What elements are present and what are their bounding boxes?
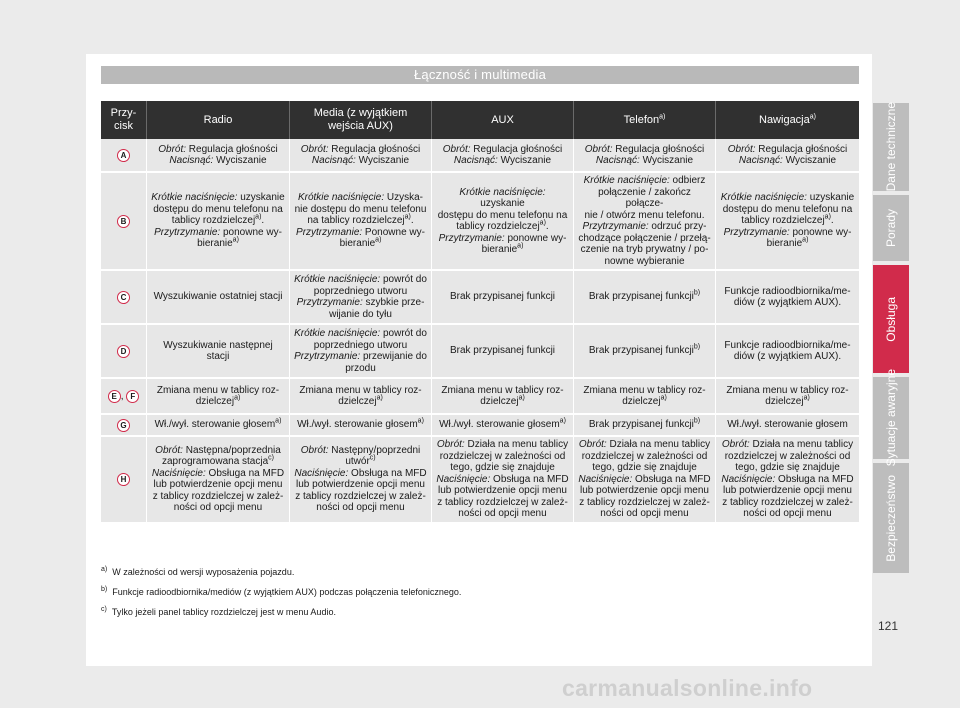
- label-emphasis: Naciśnięcie:: [294, 467, 349, 479]
- table-row: [101, 173, 859, 271]
- cell-text: dzielczej: [765, 396, 804, 407]
- cell-text: lub potwierdzenie opcji menu: [438, 485, 567, 496]
- table-cell: [290, 325, 432, 379]
- button-cell: [101, 379, 147, 415]
- table-cell: [147, 415, 290, 437]
- cell-text: bieranie: [766, 238, 803, 250]
- table-cell: [147, 139, 290, 173]
- cell-text: dostępu do menu telefonu na: [437, 209, 568, 221]
- table-row: [101, 379, 859, 415]
- table-cell: [716, 437, 859, 524]
- footnote-ref: b): [693, 289, 701, 297]
- column-header: [432, 101, 574, 139]
- table-cell: [147, 173, 290, 271]
- table-cell: [147, 325, 290, 379]
- table-header-row: [101, 101, 859, 139]
- table-cell: [290, 139, 432, 173]
- cell-text: tablicy rozdzielczej: [171, 215, 256, 227]
- label-emphasis: Przytrzymanie:: [723, 226, 790, 238]
- cell-text: na tablicy rozdzielczej: [307, 215, 405, 227]
- footnote-ref: a): [824, 213, 831, 221]
- label-emphasis: Obrót:: [300, 444, 329, 456]
- cell-text: tablicy rozdzielczej: [741, 215, 825, 227]
- cell-text: rozdzielczej w zależności od: [439, 450, 566, 462]
- table-cell: [716, 379, 859, 415]
- column-header: [716, 101, 859, 139]
- footnote-ref: b): [693, 417, 701, 425]
- cell-text: Zmiana menu w tablicy roz-: [583, 384, 706, 396]
- table-row: [101, 139, 859, 173]
- side-tab[interactable]: [873, 195, 909, 261]
- cell-text: nowne wybieranie: [604, 255, 685, 267]
- cell-text: tablicy rozdzielczej: [456, 221, 540, 232]
- footnote-ref: c): [369, 454, 376, 462]
- label-emphasis: Naciśnięcie:: [578, 473, 633, 485]
- table-row: [101, 415, 859, 437]
- table-cell: [432, 173, 574, 271]
- button-badge: E: [108, 390, 121, 403]
- table-cell: [290, 379, 432, 415]
- cell-text: nie / otwórz menu telefonu.: [584, 209, 705, 221]
- cell-text: Brak przypisanej funkcji: [449, 291, 556, 303]
- table-cell: [432, 271, 574, 325]
- table-cell: [432, 415, 574, 437]
- cell-text: powrót do: [380, 328, 427, 339]
- footnote-ref: a): [417, 417, 424, 425]
- table-cell: [147, 379, 290, 415]
- cell-text: Regulacja głośności: [186, 143, 278, 155]
- cell-text: .: [545, 221, 549, 232]
- button-cell: [101, 325, 147, 379]
- table-cell: [432, 139, 574, 173]
- cell-text: utwór: [345, 456, 370, 468]
- side-tab-label: Bezpieczeństwo: [884, 474, 898, 562]
- cell-text: Wyciszanie: [782, 155, 837, 166]
- table-cell: [716, 139, 859, 173]
- footnote-mark: a): [101, 566, 108, 573]
- cell-text: Wyciszanie: [639, 155, 694, 166]
- cell-text: Regulacja głośności: [470, 143, 563, 155]
- cell-text: powrót do: [380, 274, 427, 285]
- cell-text: Działa na menu tablicy: [606, 439, 711, 450]
- label-emphasis: Obrót:: [300, 143, 329, 155]
- cell-text: diów (z wyjątkiem AUX).: [733, 297, 842, 308]
- column-header-label: Przy-: [110, 107, 137, 119]
- controls-table: [101, 101, 859, 524]
- footnote-ref: a): [559, 417, 566, 425]
- cell-text: rozdzielczej w zależności od: [581, 450, 708, 462]
- table-cell: [432, 379, 574, 415]
- cell-text: z tablicy rozdzielczej w zależ-: [722, 496, 853, 508]
- cell-text: bieranie: [481, 244, 518, 255]
- cell-text: ności od opcji menu: [458, 508, 547, 519]
- cell-text: lub potwierdzenie opcji menu: [723, 485, 852, 496]
- footnote-ref: a): [234, 394, 241, 402]
- label-emphasis: Przytrzymanie:: [296, 226, 363, 238]
- column-header: [290, 101, 432, 139]
- label-emphasis: Krótkie naciśnięcie:: [151, 192, 238, 204]
- label-emphasis: Przytrzymanie:: [296, 297, 363, 308]
- side-tab[interactable]: [873, 265, 909, 373]
- column-header-label: Radio: [203, 113, 233, 126]
- footnote-ref: a): [255, 213, 262, 221]
- cell-text: Wł./wył. sterowanie głosem: [297, 419, 418, 431]
- column-header: [574, 101, 716, 139]
- cell-text: Następna/poprzednia: [182, 444, 281, 456]
- button-badge: D: [117, 345, 130, 358]
- label-emphasis: Obrót:: [578, 439, 607, 450]
- footnote-ref: a): [539, 219, 546, 227]
- footnotes: [101, 564, 859, 624]
- cell-text: szybkie prze-: [362, 297, 425, 308]
- cell-text: ponowne wy-: [220, 226, 282, 238]
- footnote: [101, 564, 859, 578]
- cell-text: poprzedniego utworu: [313, 285, 408, 297]
- table-cell: [574, 271, 716, 325]
- cell-text: Wyciszanie: [497, 155, 552, 166]
- cell-text: Następny/poprzedni: [328, 444, 421, 456]
- cell-text: dzielczej: [480, 396, 519, 407]
- cell-text: ponowne wy-: [504, 232, 567, 244]
- button-badge: A: [117, 149, 130, 162]
- footnote-text: Tylko jeżeli panel tablicy rozdzielczej jest w menu Audio.: [111, 607, 336, 617]
- footnote-ref: b): [693, 343, 701, 351]
- cell-text: lub potwierdzenie opcji menu: [153, 479, 283, 491]
- label-emphasis: Krótkie naciśnięcie:: [294, 274, 381, 285]
- label-emphasis: Nacisnąć:: [738, 155, 783, 166]
- cell-text: Wyszukiwanie ostatniej stacji: [153, 291, 283, 303]
- table-cell: [432, 325, 574, 379]
- label-emphasis: Przytrzymanie:: [438, 232, 505, 244]
- table-cell: [574, 415, 716, 437]
- cell-text: Wł./wył. sterowanie głosem: [154, 419, 276, 431]
- cell-text: .: [830, 215, 834, 227]
- label-emphasis: Przytrzymanie:: [582, 221, 649, 232]
- cell-text: tego, gdzie się znajduje: [592, 462, 697, 473]
- page-number: 121: [878, 619, 899, 633]
- column-header-label: cisk: [114, 120, 133, 132]
- table-cell: [716, 173, 859, 271]
- label-emphasis: Przytrzymanie:: [294, 351, 361, 362]
- cell-text: Regulacja głośności: [612, 143, 705, 155]
- column-header: [147, 101, 290, 139]
- table-row: [101, 325, 859, 379]
- cell-text: Brak przypisanej funkcji: [588, 345, 694, 357]
- column-header-label: AUX: [491, 113, 514, 126]
- cell-text: z tablicy rozdzielczej w zależ-: [437, 496, 568, 508]
- cell-text: Funkcje radioodbiornika/me-: [724, 285, 851, 297]
- footnote-ref: a): [232, 236, 239, 244]
- cell-text: dzielczej: [622, 396, 661, 407]
- cell-text: Obsługa na MFD: [775, 473, 854, 485]
- table-cell: [574, 325, 716, 379]
- cell-text: Zmiana menu w tablicy roz-: [726, 384, 849, 396]
- label-emphasis: Obrót:: [584, 143, 613, 155]
- cell-text: przewijanie do: [360, 351, 427, 362]
- footnote: [101, 584, 859, 598]
- footnote-ref: a): [803, 394, 810, 402]
- footnote-ref: a): [659, 112, 666, 120]
- column-header: [101, 101, 147, 139]
- cell-text: Brak przypisanej funkcji: [588, 419, 694, 431]
- table-cell: [290, 437, 432, 524]
- cell-text: chodzące połączenie / przełą-: [578, 232, 711, 244]
- footnote-ref: c): [268, 454, 274, 462]
- cell-text: Uzyska-: [384, 192, 424, 204]
- cell-text: Wł./wył. sterowanie głosem: [727, 419, 848, 431]
- table-cell: [147, 437, 290, 524]
- cell-text: nie dostępu do menu telefonu: [294, 203, 427, 215]
- table-row: [101, 437, 859, 524]
- cell-text: Wyciszanie: [213, 155, 267, 166]
- cell-text: ności od opcji menu: [743, 508, 832, 519]
- cell-text: diów (z wyjątkiem AUX).: [733, 351, 842, 362]
- table-cell: [574, 379, 716, 415]
- cell-text: Obsługa na MFD: [348, 467, 427, 479]
- table-cell: [574, 139, 716, 173]
- footnote-mark: b): [101, 586, 108, 593]
- cell-text: przodu: [345, 362, 376, 374]
- cell-text: odbierz: [669, 175, 706, 186]
- label-emphasis: Krótkie naciśnięcie:: [459, 186, 546, 198]
- cell-text: Obsługa na MFD: [205, 467, 285, 479]
- label-emphasis: Krótkie naciśnięcie:: [294, 328, 381, 339]
- cell-text: Ponowne wy-: [362, 226, 425, 238]
- side-tab-label: Porady: [884, 208, 898, 248]
- button-badge: C: [117, 291, 130, 304]
- cell-text: bieranie: [197, 238, 233, 250]
- table-cell: [716, 325, 859, 379]
- cell-text: Działa na menu tablicy: [464, 439, 569, 450]
- label-emphasis: Krótkie naciśnięcie:: [720, 192, 807, 204]
- cell-text: dostępu do menu telefonu na: [722, 203, 853, 215]
- label-emphasis: Nacisnąć:: [311, 155, 356, 166]
- cell-text: uzyskanie: [480, 198, 525, 209]
- side-tab-label: Dane techniczne: [884, 102, 898, 192]
- footnote-ref: a): [809, 112, 816, 120]
- cell-text: ności od opcji menu: [316, 502, 405, 514]
- cell-text: bieranie: [339, 238, 376, 250]
- cell-text: Regulacja głośności: [328, 143, 421, 155]
- label-emphasis: Naciśnięcie:: [436, 473, 491, 485]
- button-badge: B: [117, 215, 130, 228]
- watermark: carmanualsonline.info: [562, 675, 813, 701]
- label-emphasis: Przytrzymanie:: [154, 226, 221, 238]
- table-cell: [716, 415, 859, 437]
- cell-text: Brak przypisanej funkcji: [588, 291, 694, 303]
- button-cell: [101, 173, 147, 271]
- footnote-ref: a): [802, 236, 809, 244]
- cell-text: z tablicy rozdzielczej w zależ-: [295, 490, 426, 502]
- cell-text: uzyskanie: [237, 192, 285, 204]
- cell-text: dzielczej: [195, 396, 235, 407]
- column-header-label: Telefon: [623, 113, 660, 126]
- table-cell: [574, 437, 716, 524]
- cell-text: Wł./wył. sterowanie głosem: [439, 419, 560, 431]
- cell-text: połączenie / zakończ połącze-: [598, 186, 691, 209]
- label-emphasis: Nacisnąć:: [169, 155, 214, 166]
- side-tab[interactable]: [873, 463, 909, 573]
- label-emphasis: Obrót:: [721, 439, 750, 450]
- footnote-ref: a): [660, 394, 667, 402]
- table-body: [101, 139, 859, 524]
- table-cell: [574, 173, 716, 271]
- button-cell: [101, 271, 147, 325]
- cell-text: .: [410, 215, 414, 227]
- button-badge: G: [117, 419, 130, 432]
- table-cell: [290, 173, 432, 271]
- page-title: Łączność i multimedia: [413, 67, 547, 82]
- column-header-label: Media (z wyjątkiem: [313, 107, 408, 119]
- footnote-ref: a): [517, 242, 524, 250]
- side-tab-label: Sytuacje awaryjne: [884, 369, 898, 467]
- footnote-mark: c): [101, 606, 107, 613]
- footnote-text: W zależności od wersji wyposażenia pojazdu.: [112, 567, 295, 577]
- cell-text: Obsługa na MFD: [490, 473, 569, 485]
- label-emphasis: Obrót:: [436, 439, 465, 450]
- page-header-bar: [101, 66, 859, 84]
- cell-text: lub potwierdzenie opcji menu: [296, 479, 425, 491]
- cell-text: Obsługa na MFD: [632, 473, 711, 485]
- label-emphasis: Nacisnąć:: [453, 155, 498, 166]
- cell-text: odrzuć przy-: [648, 221, 707, 232]
- cell-text: Zmiana menu w tablicy roz-: [156, 384, 280, 396]
- table-cell: [290, 271, 432, 325]
- cell-text: tego, gdzie się znajduje: [735, 462, 840, 473]
- cell-text: Zmiana menu w tablicy roz-: [299, 384, 422, 396]
- table-row: [101, 271, 859, 325]
- side-tab-label: Obsługa: [884, 296, 898, 342]
- button-cell: [101, 415, 147, 437]
- cell-text: Wyciszanie: [355, 155, 410, 166]
- button-cell: [101, 437, 147, 524]
- button-cell: [101, 139, 147, 173]
- cell-text: Działa na menu tablicy: [749, 439, 854, 450]
- cell-text: ponowne wy-: [789, 226, 852, 238]
- cell-text: czenie na tryb prywatny / po-: [580, 244, 709, 255]
- cell-text: Funkcje radioodbiornika/me-: [724, 339, 851, 351]
- footnote-text: Funkcje radioodbiornika/mediów (z wyjątkiem AUX) podczas połączenia telefonicznego.: [112, 587, 462, 597]
- cell-text: ności od opcji menu: [173, 502, 263, 514]
- cell-text: z tablicy rozdzielczej w zależ-: [152, 490, 284, 502]
- label-emphasis: Obrót:: [442, 143, 471, 155]
- footnote: [101, 604, 859, 618]
- cell-text: Regulacja głośności: [755, 143, 848, 155]
- cell-text: dzielczej: [338, 396, 377, 407]
- cell-text: lub potwierdzenie opcji menu: [580, 485, 709, 496]
- cell-text: tego, gdzie się znajduje: [450, 462, 555, 473]
- side-tab[interactable]: [873, 103, 909, 191]
- table-cell: [432, 437, 574, 524]
- footnote-ref: a): [376, 394, 383, 402]
- column-header-label: wejścia AUX): [328, 120, 393, 132]
- side-tab-bar: [873, 103, 909, 577]
- cell-text: zaprogramowana stacja: [161, 456, 269, 468]
- cell-text: dostępu do menu telefonu na: [153, 203, 283, 215]
- table-cell: [290, 415, 432, 437]
- label-emphasis: Obrót:: [727, 143, 756, 155]
- cell-text: Brak przypisanej funkcji: [449, 345, 556, 357]
- column-header-label: Nawigacja: [759, 113, 810, 126]
- cell-text: poprzedniego utworu: [313, 339, 408, 351]
- button-badge: F: [126, 390, 139, 403]
- cell-text: Wyszukiwanie następnej stacji: [163, 339, 273, 362]
- cell-text: rozdzielczej w zależności od: [724, 450, 851, 462]
- cell-text: ności od opcji menu: [600, 508, 689, 519]
- table-cell: [147, 271, 290, 325]
- label-emphasis: Obrót:: [155, 444, 183, 456]
- label-emphasis: Krótkie naciśnięcie:: [583, 175, 670, 186]
- button-badge: H: [117, 473, 130, 486]
- label-emphasis: Naciśnięcie:: [721, 473, 776, 485]
- cell-text: z tablicy rozdzielczej w zależ-: [579, 496, 710, 508]
- cell-text: wijanie do tyłu: [329, 308, 392, 320]
- footnote-ref: a): [375, 236, 382, 244]
- side-tab[interactable]: [873, 369, 909, 467]
- label-emphasis: Obrót:: [158, 143, 187, 155]
- cell-text: Zmiana menu w tablicy roz-: [441, 384, 564, 396]
- cell-text: .: [261, 215, 265, 227]
- label-emphasis: Naciśnięcie:: [151, 467, 206, 479]
- footnote-ref: a): [518, 394, 525, 402]
- cell-text: uzyskanie: [806, 192, 855, 204]
- label-emphasis: Krótkie naciśnięcie:: [297, 192, 385, 204]
- label-emphasis: Nacisnąć:: [595, 155, 640, 166]
- footnote-ref: a): [404, 213, 411, 221]
- footnote-ref: a): [275, 417, 282, 425]
- separator: ,: [120, 390, 127, 402]
- table-cell: [716, 271, 859, 325]
